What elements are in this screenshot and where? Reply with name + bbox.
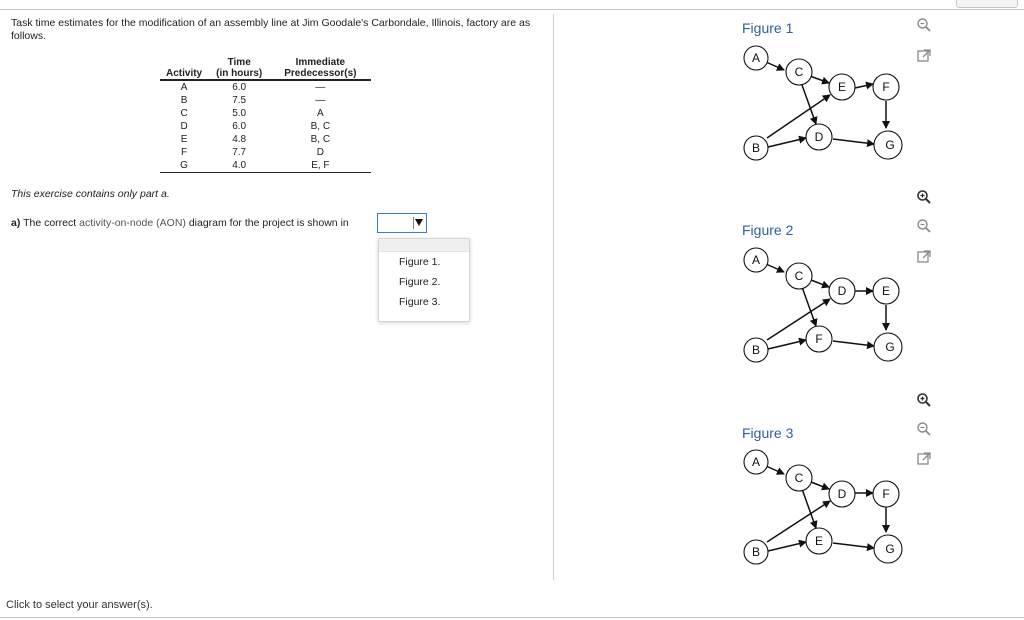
edge-c-e [810, 76, 829, 83]
table-row [160, 159, 371, 173]
node-c-label: C [794, 269, 804, 283]
edge-c-f [802, 287, 816, 326]
node-c-label: C [794, 65, 804, 79]
node-a-label: A [751, 51, 761, 65]
zoom-out-icon[interactable] [916, 218, 932, 234]
zoom-out-icon[interactable] [916, 17, 932, 33]
edge-c-d [802, 85, 816, 124]
dropdown-arrow-icon[interactable] [413, 217, 424, 229]
cell-predecessors: E, F [270, 159, 370, 173]
problem-intro: Task time estimates for the modification of an assembly line at Jim Goodale's Carbondale, Illinois, factory are as follows. [11, 17, 531, 42]
table-row [160, 107, 371, 120]
popout-icon[interactable] [916, 451, 932, 467]
table-row [160, 146, 371, 159]
node-d-label: D [837, 284, 847, 298]
top-rule [0, 9, 1024, 10]
option-figure-2[interactable]: Figure 2. [399, 276, 441, 288]
edge-a-c [766, 62, 784, 70]
figure-1-network-diagram [730, 40, 910, 200]
cell-activity: B [180, 95, 188, 106]
node-c-label: C [794, 471, 804, 485]
header-time [208, 57, 270, 80]
figure-1-title: Figure 1 [742, 20, 794, 36]
popout-icon[interactable] [916, 48, 932, 64]
cell-activity: F [181, 147, 188, 158]
cell-time: 4.8 [232, 134, 247, 145]
glossary-term-link[interactable]: activity-on-node (AON) [79, 217, 186, 229]
figure-3-title: Figure 3 [742, 425, 794, 441]
edge-e-g [833, 543, 874, 548]
cell-predecessors: — [315, 82, 326, 93]
table-header-row [160, 57, 371, 80]
table-row [160, 133, 371, 146]
node-f-label: F [815, 332, 823, 346]
node-a-label: A [751, 253, 761, 267]
header-time-line1: Time [227, 57, 251, 68]
node-e-label: E [881, 284, 891, 298]
cell-predecessors: A [317, 108, 324, 119]
question-text-before: The correct [23, 217, 77, 229]
cell-time: 7.5 [232, 95, 247, 106]
figure-3-network-diagram [730, 444, 910, 604]
node-a-label: A [751, 455, 761, 469]
node-d-label: D [837, 487, 847, 501]
edge-a-c [766, 264, 784, 272]
node-f-label: F [882, 487, 890, 501]
edge-e-f [855, 84, 873, 88]
cell-time: 6.0 [232, 121, 247, 132]
edge-b-d [768, 138, 806, 147]
table-row [160, 80, 371, 94]
header-predecessors [270, 57, 370, 80]
cell-predecessors: — [315, 95, 326, 106]
zoom-in-icon[interactable] [916, 189, 932, 205]
header-activity: Activity [160, 57, 208, 80]
cell-predecessors: B, C [310, 121, 331, 132]
node-d-label: D [814, 130, 824, 144]
cell-activity: G [160, 159, 208, 173]
cell-activity: E [180, 134, 188, 145]
edge-f-g [833, 341, 874, 346]
node-b-label: B [751, 343, 761, 357]
popout-icon[interactable] [916, 249, 932, 265]
edge-d-g [833, 139, 874, 144]
zoom-out-icon[interactable] [916, 421, 932, 437]
figure-2-title: Figure 2 [742, 222, 794, 238]
cell-predecessors: B, C [310, 134, 331, 145]
cell-activity: C [180, 108, 188, 119]
header-time-line2: (in hours) [216, 68, 263, 79]
task-estimates-table [160, 57, 371, 173]
table-row [160, 120, 371, 133]
node-f-label: F [882, 80, 890, 94]
question-label: a) [11, 217, 21, 229]
header-pred-line2: Predecessor(s) [284, 68, 357, 79]
edge-b-f [768, 340, 806, 349]
edge-c-d [811, 280, 829, 287]
cell-time: 6.0 [232, 82, 247, 93]
top-toolbar-button[interactable] [956, 0, 1018, 8]
node-g-label: G [885, 340, 895, 354]
dropdown-blank-option[interactable] [379, 239, 469, 252]
cell-time: 4.0 [208, 159, 270, 173]
node-g-label: G [885, 542, 895, 556]
cell-predecessors: D [316, 147, 324, 158]
node-b-label: B [751, 545, 761, 559]
node-e-label: E [814, 534, 824, 548]
node-b-label: B [751, 141, 761, 155]
question-a [11, 217, 349, 229]
cell-activity: D [180, 121, 188, 132]
question-text-after: diagram for the project is shown in [188, 217, 349, 229]
pane-divider [553, 14, 554, 580]
zoom-in-icon[interactable] [916, 392, 932, 408]
cell-activity: A [180, 82, 188, 93]
cell-time: 7.7 [232, 147, 247, 158]
cell-time: 5.0 [232, 108, 247, 119]
edge-c-e [802, 489, 816, 528]
edge-a-c [766, 466, 784, 474]
bottom-rule [0, 617, 1024, 618]
header-pred-line1: Immediate [295, 57, 346, 68]
exercise-note: This exercise contains only part a. [11, 188, 170, 200]
edge-b-e [768, 542, 806, 551]
edge-c-d [811, 482, 829, 489]
table-row [160, 94, 371, 107]
status-hint: Click to select your answer(s). [6, 599, 153, 611]
node-g-label: G [885, 138, 895, 152]
node-e-label: E [837, 80, 847, 94]
option-figure-3[interactable]: Figure 3. [399, 296, 441, 308]
figure-options-list [378, 238, 470, 322]
figure-2-network-diagram [730, 242, 910, 402]
option-figure-1[interactable]: Figure 1. [399, 256, 441, 268]
figure-answer-select[interactable] [377, 213, 427, 233]
